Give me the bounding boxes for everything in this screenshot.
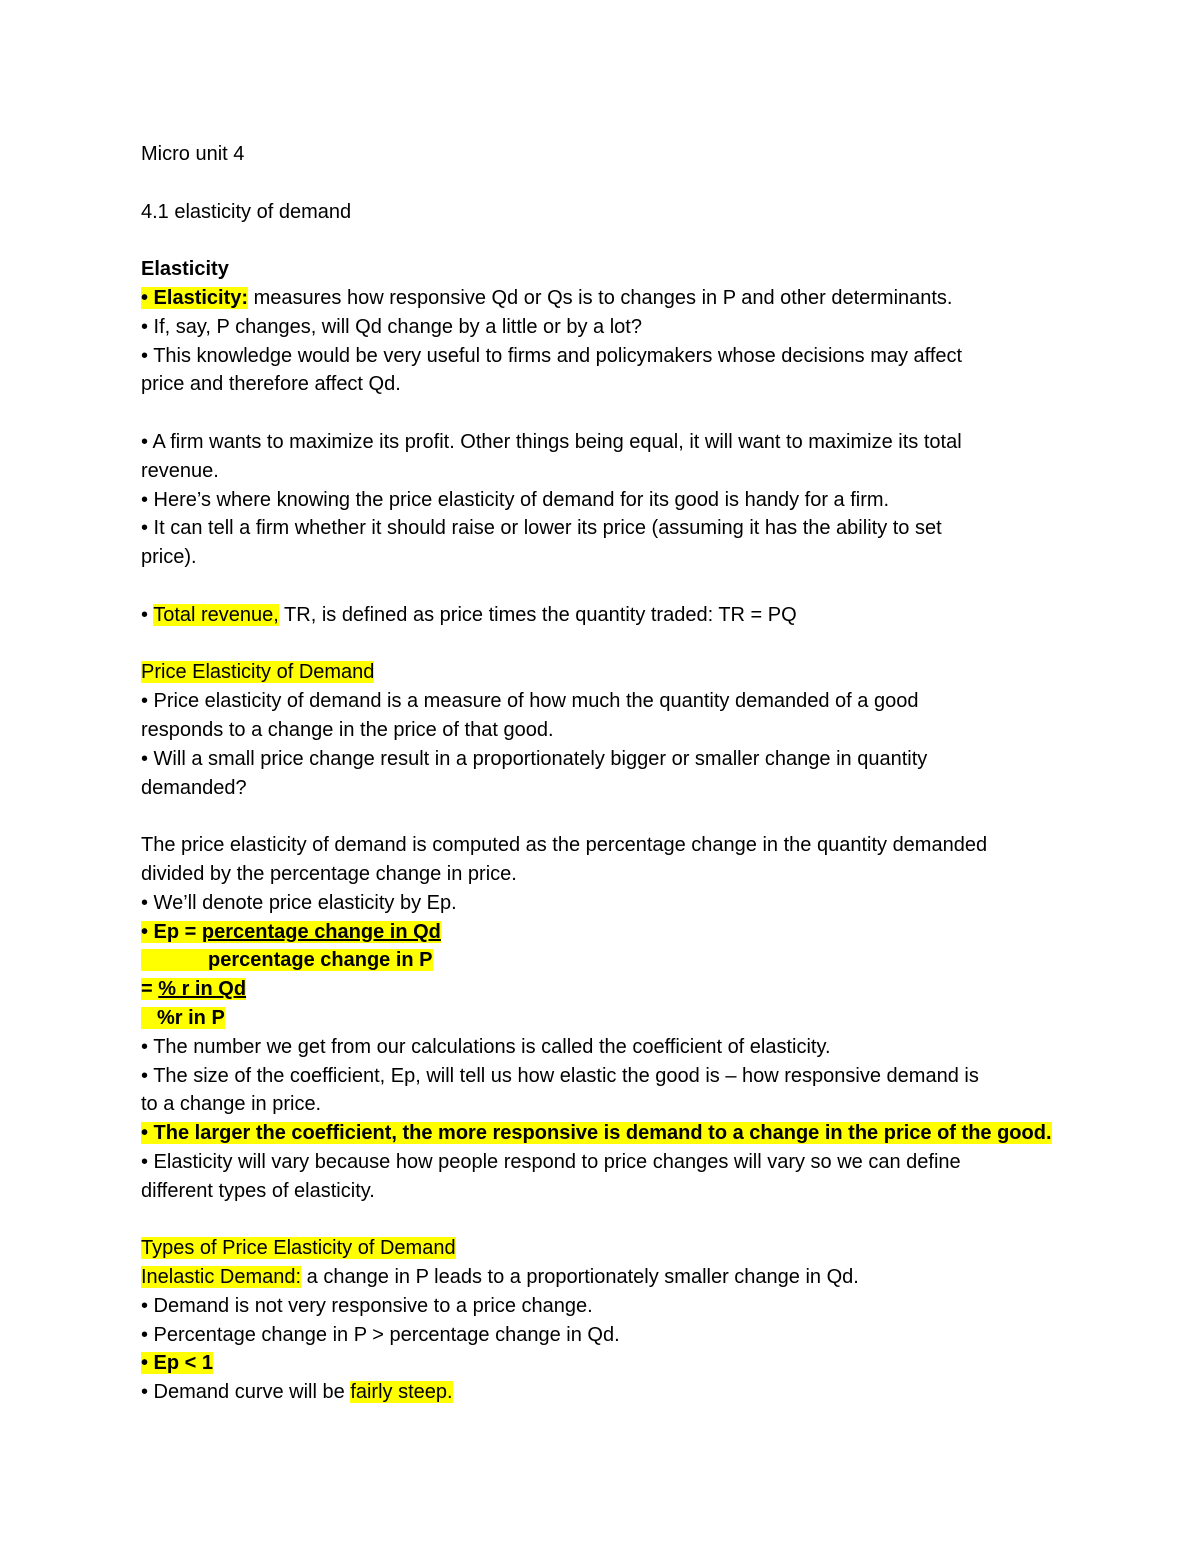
firm-bullet-1-line-1: • A firm wants to maximize its profit. Other things being equal, it will want to maximize its total bbox=[141, 430, 962, 453]
elasticity-term: • Elasticity: bbox=[141, 286, 249, 309]
firm-bullet-2: • Here’s where knowing the price elasticity of demand for its good is handy for a firm. bbox=[141, 488, 890, 511]
formula-2-numerator bbox=[141, 978, 246, 1000]
types-heading-line bbox=[141, 1234, 1081, 1263]
formula-1-numerator bbox=[141, 921, 441, 943]
elasticity-heading: Elasticity bbox=[141, 258, 229, 281]
ped-bullet-1-line-2: responds to a change in the price of that good. bbox=[141, 718, 554, 741]
ped-bullet-6-line bbox=[141, 1119, 1081, 1148]
ped-bullet-7-line-2: different types of elasticity. bbox=[141, 1179, 375, 1202]
types-bullet-2: • Percentage change in P > percentage change in Qd. bbox=[141, 1323, 620, 1346]
total-revenue-bullet bbox=[141, 601, 1081, 630]
formula-2-denominator: %r in P bbox=[141, 1007, 225, 1029]
formula-2-denominator-line bbox=[141, 1004, 1081, 1033]
ped-heading: Price Elasticity of Demand bbox=[141, 661, 375, 684]
formula-2-prefix: = bbox=[141, 978, 159, 1001]
ped-bullet-2-line-1: • Will a small price change result in a proportionately bigger or smaller change in quantity bbox=[141, 747, 928, 770]
ped-bullet-5-line-2: to a change in price. bbox=[141, 1093, 322, 1116]
total-revenue-definition: TR, is defined as price times the quantity traded: TR = PQ bbox=[278, 603, 797, 626]
elasticity-bullet-2: • If, say, P changes, will Qd change by a little or by a lot? bbox=[141, 315, 642, 338]
firm-bullet-1-line-2: revenue. bbox=[141, 459, 219, 482]
inelastic-term: Inelastic Demand: bbox=[141, 1266, 302, 1289]
elasticity-bullet-3-line-2: price and therefore affect Qd. bbox=[141, 373, 401, 396]
types-bullet-4 bbox=[141, 1378, 1081, 1407]
document-body bbox=[141, 140, 1081, 1407]
formula-1-prefix: • Ep = bbox=[141, 920, 202, 943]
firm-bullet-3-line-1: • It can tell a firm whether it should raise or lower its price (assuming it has the ability to set bbox=[141, 517, 942, 540]
formula-1-numerator-line bbox=[141, 918, 1081, 947]
inelastic-definition: a change in P leads to a proportionately smaller change in Qd. bbox=[301, 1266, 859, 1289]
ped-bullet-3: • We’ll denote price elasticity by Ep. bbox=[141, 891, 457, 914]
types-bullet-3: • Ep < 1 bbox=[141, 1352, 214, 1375]
formula-1-denominator: percentage change in P bbox=[141, 949, 433, 971]
types-heading: Types of Price Elasticity of Demand bbox=[141, 1237, 456, 1260]
total-revenue-term: Total revenue, bbox=[153, 603, 279, 626]
inelastic-line bbox=[141, 1263, 1081, 1292]
formula-1-denominator-line bbox=[141, 946, 1081, 975]
total-revenue-bullet-mark: • bbox=[141, 603, 154, 626]
ped-bullet-7-line-1: • Elasticity will vary because how people respond to price changes will vary so we can define bbox=[141, 1150, 961, 1173]
ped-heading-line bbox=[141, 658, 1081, 687]
types-bullet-4-text: • Demand curve will be bbox=[141, 1381, 351, 1404]
elasticity-bullet-3-line-1: • This knowledge would be very useful to firms and policymakers whose decisions may affect bbox=[141, 344, 963, 367]
formula-2-numerator-text: % r in Qd bbox=[158, 978, 247, 1001]
section-heading: 4.1 elasticity of demand bbox=[141, 200, 352, 223]
firm-bullet-3-line-2: price). bbox=[141, 546, 197, 569]
elasticity-definition: measures how responsive Qd or Qs is to changes in P and other determinants. bbox=[248, 286, 953, 309]
ped-paragraph-line-2: divided by the percentage change in price. bbox=[141, 862, 517, 885]
formula-1-numerator-text: percentage change in Qd bbox=[201, 920, 441, 943]
ped-bullet-4: • The number we get from our calculations is called the coefficient of elasticity. bbox=[141, 1035, 831, 1058]
types-bullet-4-highlight: fairly steep. bbox=[350, 1381, 453, 1404]
ped-paragraph-line-1: The price elasticity of demand is computed as the percentage change in the quantity demanded bbox=[141, 834, 988, 857]
types-bullet-3-line bbox=[141, 1349, 1081, 1378]
document-title: Micro unit 4 bbox=[141, 143, 245, 165]
ped-bullet-5-line-1: • The size of the coefficient, Ep, will tell us how elastic the good is – how responsive demand is bbox=[141, 1064, 979, 1087]
types-bullet-1: • Demand is not very responsive to a price change. bbox=[141, 1294, 593, 1317]
ped-bullet-6: • The larger the coefficient, the more responsive is demand to a change in the price of the good. bbox=[141, 1122, 1052, 1145]
ped-bullet-1-line-1: • Price elasticity of demand is a measure of how much the quantity demanded of a good bbox=[141, 690, 919, 713]
ped-bullet-2-line-2: demanded? bbox=[141, 776, 247, 799]
formula-2-numerator-line bbox=[141, 975, 1081, 1004]
elasticity-bullet-1 bbox=[141, 284, 1081, 313]
